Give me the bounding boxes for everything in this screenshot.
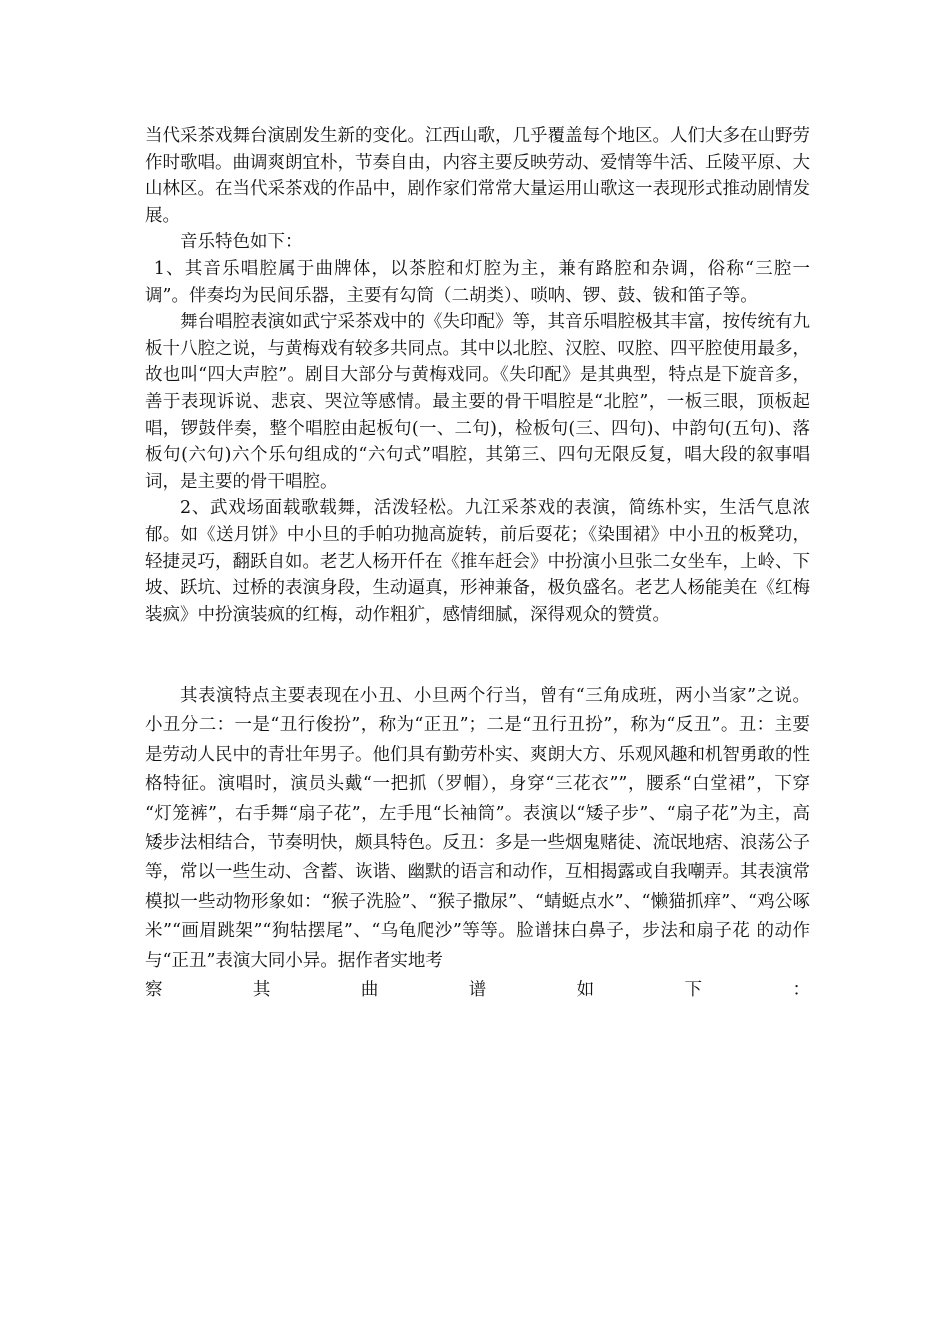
last-line-char: 察 [145, 980, 163, 1001]
paragraph-vocal-style: 舞台唱腔表演如武宁采茶戏中的《失印配》等，其音乐唱腔极其丰富，按传统有九板十八腔之说，与黄梅戏有较多共同点。其中以北腔、汉腔、叹腔、四平腔使用最多，故也叫“四大声腔”。剧目大部分与黄梅戏同。《失印配》是其典型，特点是下旋音多，善于表现诉说、悲哀、哭泣等感情。最主要的骨干唱腔是“北腔”，一板三眼，顶板起唱，锣鼓伴奏，整个唱腔由起板句(一、二句)，检板句(三、四句)、中韵句(五句)、落板句(六句)六个乐句组成的“六句式”唱腔，其第三、四句无限反复，唱大段的叙事唱词，是主要的骨干唱腔。 [145, 312, 810, 492]
last-line-char: 其 [252, 980, 271, 1001]
last-line-char: 如 [576, 980, 595, 1001]
text-section-bottom [145, 682, 810, 1005]
paragraph-music-heading: 音乐特色如下： [180, 232, 303, 253]
paragraph-point-2: 2、武戏场面载歌载舞，活泼轻松。九江采茶戏的表演，简练朴实，生活气息浓郁。如《送月饼》中小旦的手帕功抛高旋转，前后耍花；《染围裙》中小丑的板凳功，轻捷灵巧，翻跃自如。老艺人杨开仟在《推车赶会》中扮演小旦张二女坐车，上岭、下坡、跃坑、过桥的表演身段，生动逼真，形神兼备，极负盛名。老艺人杨能美在《红梅装疯》中扮演装疯的红梅，动作粗犷，感情细腻，深得观众的赞赏。 [145, 498, 810, 625]
paragraph-point-1: 1、其音乐唱腔属于曲牌体，以茶腔和灯腔为主，兼有路腔和杂调，俗称“三腔一调”。伴奏均为民间乐器，主要有勾筒（二胡类）、唢呐、锣、鼓、钹和笛子等。 [145, 258, 810, 306]
last-line-char: 谱 [468, 980, 487, 1001]
last-line-char: 曲 [360, 980, 379, 1001]
last-line-char: 下 [684, 980, 703, 1001]
text-section-top [145, 123, 810, 628]
paragraph-intro: 当代采茶戏舞台演剧发生新的变化。江西山歌，几乎覆盖每个地区。人们大多在山野劳作时歌唱。曲调爽朗宜朴，节奏自由，内容主要反映劳动、爱情等牛活、丘陵平原、大山林区。在当代采茶戏的作品中，剧作家们常常大量运用山歌这一表现形式推动剧情发展。 [145, 126, 810, 226]
last-line-char: ： [792, 980, 810, 1001]
justified-last-line [145, 976, 810, 1005]
paragraph-performance: 其表演特点主要表现在小丑、小旦两个行当，曾有“三角成班，两小当家”之说。小丑分二：一是“丑行俊扮”，称为“正丑”；二是“丑行丑扮”，称为“反丑”。丑：主要是劳动人民中的青壮年男子。他们具有勤劳朴实、爽朗大方、乐观风趣和机智勇敢的性格特征。演唱时，演员头戴“一把抓（罗帽），身穿“三花衣””，腰系“白堂裙”，下穿 “灯笼裤”，右手舞“扇子花”，左手甩“长袖筒”。表演以“矮子步”、“扇子花”为主，高矮步法相结合，节奏明快，颇具特色。反丑：多是一些烟鬼赌徒、流氓地痞、浪荡公子等，常以一些生动、含蓄、诙谐、幽默的语言和动作，互相揭露或自我嘲弄。其表演常模拟一些动物形象如：“猴子洗脸”、“猴子撒尿”、“蜻蜓点水”、“懒猫抓痒”、“鸡公啄米”“画眉跳架”“狗牯摆尾”、“乌龟爬沙”等等。脸谱抹白鼻子，步法和扇子花 的动作与“正丑”表演大同小异。据作者实地考 [145, 686, 810, 971]
